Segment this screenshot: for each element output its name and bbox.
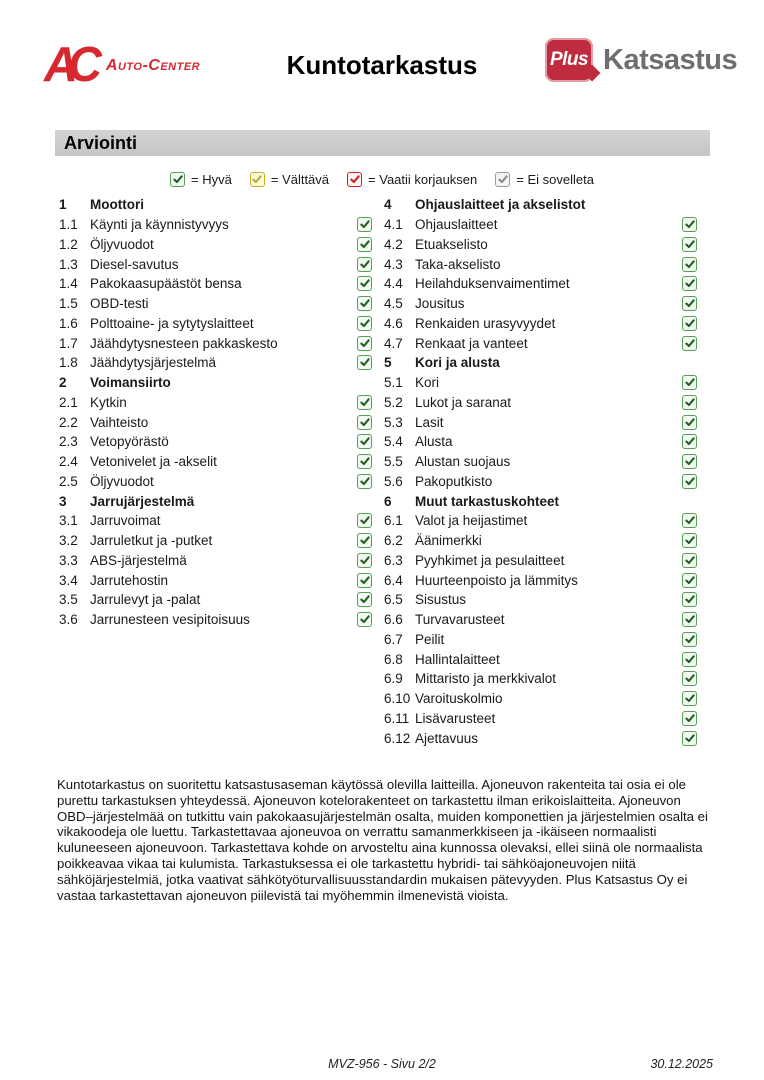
check-tick-icon: [685, 378, 695, 387]
status-checkbox-good-icon: [357, 415, 372, 430]
check-tick-icon: [360, 220, 370, 229]
legend-item-na: [495, 172, 594, 187]
item-number: 4.3: [384, 256, 403, 272]
status-checkbox-good-icon: [357, 316, 372, 331]
check-tick-icon: [685, 655, 695, 664]
legend-label: = Vaatii korjauksen: [368, 171, 478, 187]
item-label: Varoituskolmio: [415, 691, 503, 707]
status-checkbox-good-icon: [357, 434, 372, 449]
item-row: [59, 590, 372, 610]
item-number: 2.5: [59, 473, 78, 489]
item-row: [384, 314, 697, 334]
item-number: 1: [59, 197, 67, 213]
item-label: Jäähdytysnesteen pakkaskesto: [90, 335, 278, 351]
item-number: 3.2: [59, 533, 78, 549]
check-tick-icon: [252, 175, 262, 184]
item-number: 6.4: [384, 572, 403, 588]
status-checkbox-good-icon: [682, 671, 697, 686]
status-checkbox-good-icon: [682, 336, 697, 351]
status-checkbox-good-icon: [357, 612, 372, 627]
page-title: Kuntotarkastus: [286, 50, 478, 80]
check-tick-icon: [685, 576, 695, 585]
check-tick-icon: [360, 319, 370, 328]
item-number: 3.1: [59, 513, 78, 529]
legend-item-repair: [347, 172, 477, 187]
item-label: Alusta: [415, 434, 453, 450]
item-row: [384, 412, 697, 432]
status-checkbox-good-icon: [357, 217, 372, 232]
item-label: Voimansiirto: [90, 375, 171, 391]
status-checkbox-good-icon: [682, 395, 697, 410]
item-label: Etuakselisto: [415, 236, 488, 252]
item-number: 5.4: [384, 434, 403, 450]
item-label: Heilahduksenvaimentimet: [415, 276, 570, 292]
plus-logo-name: Katsastus: [603, 43, 738, 76]
item-label: Jarrujärjestelmä: [90, 493, 195, 509]
item-label: Pyyhkimet ja pesulaitteet: [415, 552, 565, 568]
status-checkbox-good-icon: [682, 474, 697, 489]
status-checkbox-good-icon: [682, 316, 697, 331]
status-checkbox-good-icon: [682, 731, 697, 746]
item-row: [59, 235, 372, 255]
item-row: [384, 472, 697, 492]
status-checkbox-good-icon: [682, 375, 697, 390]
item-number: 5.1: [384, 375, 403, 391]
item-row: [59, 472, 372, 492]
item-label: Pakoputkisto: [415, 473, 493, 489]
item-number: 3: [59, 493, 67, 509]
status-checkbox-good-icon: [682, 217, 697, 232]
item-number: 6.11: [384, 710, 410, 726]
item-number: 3.6: [59, 612, 78, 628]
status-checkbox-good-icon: [682, 415, 697, 430]
check-tick-icon: [360, 437, 370, 446]
item-label: Ajettavuus: [415, 730, 479, 746]
item-row: [384, 274, 697, 294]
status-checkbox-good-icon: [682, 454, 697, 469]
item-label: Vetopyörästö: [90, 434, 169, 450]
item-label: Jäähdytysjärjestelmä: [90, 355, 217, 371]
status-checkbox-good-icon: [682, 296, 697, 311]
status-checkbox-good-icon: [357, 573, 372, 588]
item-row: [384, 393, 697, 413]
checklist-column-left: [59, 195, 372, 630]
plus-katsastus-logo: [545, 38, 737, 82]
check-tick-icon: [685, 339, 695, 348]
status-checkbox-good-icon: [682, 257, 697, 272]
item-row: [59, 412, 372, 432]
item-label: Kytkin: [90, 394, 127, 410]
item-row: [59, 432, 372, 452]
disclaimer-text: Kuntotarkastus on suoritettu katsastusaseman käytössä olevilla laitteilla. Ajoneuvon rakenteita tai osia ei ole purettu tarkastuksen yhteydessä. Ajoneuvon kotelorakenteet on tarkastettu ilman erikoislaitteita. Ajoneuvon OBD–järjestelmää on tutkittu vain pakokaasujärjestelmän osalta, muiden komponettien ja järjestelmien osalta ei vikakoodeja ole luettu. Tarkastettavaa ajoneuvoa on verrattu samanmerkkiseen ja -ikäiseen normaalisti kuluneeseen ajoneuvoon. Tarkastettava kohde on arvosteltu aina kunnossa olevaksi, ellei siinä ole normaalista poikkeavaa vikaa tai kulumista. Tarkastuksessa ei ole tarkastettu hybridi- tai sähköajoneuvojen niitä sähköjärjestelmiä, jotka vaativat sähkötyöturvallisuusstandardin mukaisen pätevyyden. Plus Katsastus Oy ei vastaa tarkastettavan ajoneuvon piilevistä tai myöhemmin ilmenevistä vioista.: [57, 777, 708, 903]
section-row: [384, 195, 697, 215]
item-row: [384, 215, 697, 235]
status-checkbox-good-icon: [357, 395, 372, 410]
legend-label: = Hyvä: [191, 171, 232, 187]
status-checkbox-good-icon: [682, 711, 697, 726]
item-number: 4: [384, 197, 392, 213]
item-row: [59, 551, 372, 571]
item-row: [384, 649, 697, 669]
item-number: 5.5: [384, 454, 403, 470]
item-label: Öljyvuodot: [90, 473, 154, 489]
item-number: 6.6: [384, 612, 403, 628]
item-label: Renkaat ja vanteet: [415, 335, 528, 351]
item-number: 4.4: [384, 276, 403, 292]
check-tick-icon: [498, 175, 508, 184]
status-checkbox-good-icon: [357, 336, 372, 351]
item-label: Diesel-savutus: [90, 256, 179, 272]
status-checkbox-good-icon: [682, 632, 697, 647]
item-row: [384, 630, 697, 650]
item-number: 5.2: [384, 394, 403, 410]
checkbox-fair-icon: [250, 172, 265, 187]
item-number: 1.7: [59, 335, 78, 351]
item-row: [384, 590, 697, 610]
item-number: 6.7: [384, 631, 403, 647]
item-row: [384, 610, 697, 630]
item-label: Muut tarkastuskohteet: [415, 493, 560, 509]
check-tick-icon: [685, 319, 695, 328]
item-row: [384, 689, 697, 709]
item-row: [384, 551, 697, 571]
item-label: OBD-testi: [90, 296, 149, 312]
footer-page-number: MVZ-956 - Sivu 2/2: [328, 1057, 436, 1071]
check-tick-icon: [685, 694, 695, 703]
item-label: Mittaristo ja merkkivalot: [415, 671, 557, 687]
item-number: 1.2: [59, 236, 78, 252]
legend: [0, 170, 764, 188]
status-checkbox-good-icon: [357, 454, 372, 469]
item-number: 6.2: [384, 533, 403, 549]
check-tick-icon: [360, 457, 370, 466]
item-number: 4.1: [384, 217, 403, 233]
item-number: 2.3: [59, 434, 78, 450]
item-number: 1.3: [59, 256, 78, 272]
item-row: [384, 432, 697, 452]
item-row: [59, 610, 372, 630]
check-tick-icon: [360, 339, 370, 348]
item-label: Valot ja heijastimet: [415, 513, 528, 529]
status-checkbox-good-icon: [357, 355, 372, 370]
item-number: 6.1: [384, 513, 403, 529]
item-number: 3.5: [59, 592, 78, 608]
legend-label: = Ei sovelleta: [516, 171, 594, 187]
check-tick-icon: [360, 240, 370, 249]
item-number: 5: [384, 355, 392, 371]
check-tick-icon: [360, 576, 370, 585]
item-number: 6.5: [384, 592, 403, 608]
check-tick-icon: [360, 536, 370, 545]
item-number: 2.4: [59, 454, 78, 470]
status-checkbox-good-icon: [682, 592, 697, 607]
item-number: 1.4: [59, 276, 78, 292]
item-label: Jousitus: [415, 296, 465, 312]
item-label: Hallintalaitteet: [415, 651, 500, 667]
item-row: [59, 531, 372, 551]
item-label: ABS-järjestelmä: [90, 552, 187, 568]
checklist-column-right: [384, 195, 697, 748]
item-row: [59, 215, 372, 235]
check-tick-icon: [685, 516, 695, 525]
check-tick-icon: [685, 477, 695, 486]
item-row: [384, 294, 697, 314]
check-tick-icon: [360, 477, 370, 486]
item-label: Renkaiden urasyvyydet: [415, 315, 556, 331]
item-number: 4.6: [384, 315, 403, 331]
footer-date: 30.12.2025: [650, 1057, 713, 1071]
item-number: 4.7: [384, 335, 403, 351]
item-label: Taka-akselisto: [415, 256, 501, 272]
item-row: [384, 254, 697, 274]
status-checkbox-good-icon: [357, 276, 372, 291]
status-checkbox-good-icon: [682, 573, 697, 588]
status-checkbox-good-icon: [682, 533, 697, 548]
item-number: 1.5: [59, 296, 78, 312]
item-number: 6.3: [384, 552, 403, 568]
legend-item-fair: [250, 172, 329, 187]
item-number: 1.6: [59, 315, 78, 331]
check-tick-icon: [685, 279, 695, 288]
checkbox-repair-icon: [347, 172, 362, 187]
check-tick-icon: [685, 299, 695, 308]
item-row: [384, 669, 697, 689]
check-tick-icon: [350, 175, 360, 184]
item-label: Pakokaasupäästöt bensa: [90, 276, 242, 292]
item-label: Äänimerkki: [415, 533, 482, 549]
item-number: 2.2: [59, 414, 78, 430]
item-number: 6.12: [384, 730, 411, 746]
status-checkbox-good-icon: [357, 592, 372, 607]
check-tick-icon: [685, 536, 695, 545]
check-tick-icon: [685, 556, 695, 565]
item-row: [384, 333, 697, 353]
section-row: [59, 195, 372, 215]
check-tick-icon: [685, 398, 695, 407]
check-tick-icon: [360, 516, 370, 525]
section-row: [384, 353, 697, 373]
item-row: [384, 373, 697, 393]
item-number: 1.8: [59, 355, 78, 371]
item-label: Lisävarusteet: [415, 710, 496, 726]
legend-label: = Välttävä: [270, 171, 330, 187]
item-row: [59, 511, 372, 531]
item-label: Jarruletkut ja -putket: [90, 533, 213, 549]
check-tick-icon: [685, 674, 695, 683]
section-row: [384, 491, 697, 511]
section-row: [59, 373, 372, 393]
item-number: 2: [59, 375, 67, 391]
check-tick-icon: [685, 437, 695, 446]
item-label: Käynti ja käynnistyvyys: [90, 217, 229, 233]
status-checkbox-good-icon: [682, 553, 697, 568]
check-tick-icon: [685, 220, 695, 229]
plus-badge-icon: [545, 38, 593, 82]
item-row: [59, 353, 372, 373]
item-number: 3.3: [59, 552, 78, 568]
check-tick-icon: [360, 556, 370, 565]
item-label: Ohjauslaitteet: [415, 217, 498, 233]
item-label: Jarruvoimat: [90, 513, 161, 529]
item-number: 1.1: [59, 217, 78, 233]
plus-badge-text: Plus: [549, 49, 589, 70]
item-number: 6.10: [384, 691, 411, 707]
auto-center-logo-mark: AC: [44, 35, 92, 92]
item-label: Ohjauslaitteet ja akselistot: [415, 197, 586, 213]
item-number: 5.6: [384, 473, 403, 489]
item-label: Kori: [415, 375, 440, 391]
check-tick-icon: [685, 734, 695, 743]
item-label: Polttoaine- ja sytytyslaitteet: [90, 315, 254, 331]
status-checkbox-good-icon: [682, 612, 697, 627]
item-label: Lasit: [415, 414, 444, 430]
legend-item-good: [170, 172, 232, 187]
checkbox-na-icon: [495, 172, 510, 187]
check-tick-icon: [360, 418, 370, 427]
check-tick-icon: [685, 457, 695, 466]
item-number: 5.3: [384, 414, 403, 430]
item-row: [384, 452, 697, 472]
item-label: Alustan suojaus: [415, 454, 511, 470]
item-number: 3.4: [59, 572, 78, 588]
check-tick-icon: [685, 418, 695, 427]
checkbox-good-icon: [170, 172, 185, 187]
item-number: 4.5: [384, 296, 403, 312]
item-label: Peilit: [415, 631, 445, 647]
check-tick-icon: [685, 595, 695, 604]
check-tick-icon: [360, 358, 370, 367]
check-tick-icon: [685, 714, 695, 723]
item-row: [59, 393, 372, 413]
item-label: Vaihteisto: [90, 414, 149, 430]
item-number: 2.1: [59, 394, 78, 410]
item-label: Huurteenpoisto ja lämmitys: [415, 572, 578, 588]
item-label: Moottori: [90, 197, 144, 213]
item-label: Jarrulevyt ja -palat: [90, 592, 201, 608]
item-row: [384, 709, 697, 729]
item-number: 6.8: [384, 651, 403, 667]
item-number: 4.2: [384, 236, 403, 252]
status-checkbox-good-icon: [682, 691, 697, 706]
check-tick-icon: [360, 398, 370, 407]
status-checkbox-good-icon: [357, 513, 372, 528]
status-checkbox-good-icon: [357, 296, 372, 311]
item-row: [59, 570, 372, 590]
item-row: [384, 570, 697, 590]
item-row: [59, 333, 372, 353]
status-checkbox-good-icon: [682, 652, 697, 667]
status-checkbox-good-icon: [357, 553, 372, 568]
status-checkbox-good-icon: [357, 474, 372, 489]
item-label: Sisustus: [415, 592, 467, 608]
check-tick-icon: [173, 175, 183, 184]
check-tick-icon: [685, 240, 695, 249]
check-tick-icon: [685, 635, 695, 644]
section-row: [59, 491, 372, 511]
status-checkbox-good-icon: [682, 513, 697, 528]
check-tick-icon: [360, 260, 370, 269]
item-label: Kori ja alusta: [415, 355, 500, 371]
status-checkbox-good-icon: [682, 237, 697, 252]
check-tick-icon: [360, 595, 370, 604]
item-row: [59, 452, 372, 472]
check-tick-icon: [360, 615, 370, 624]
item-number: 6: [384, 493, 392, 509]
item-label: Vetonivelet ja -akselit: [90, 454, 217, 470]
assessment-section-header: Arviointi: [55, 130, 710, 156]
item-row: [59, 254, 372, 274]
item-label: Jarrutehostin: [90, 572, 169, 588]
item-label: Lukot ja saranat: [415, 394, 512, 410]
item-row: [384, 531, 697, 551]
item-number: 6.9: [384, 671, 403, 687]
item-label: Öljyvuodot: [90, 236, 154, 252]
item-row: [59, 294, 372, 314]
status-checkbox-good-icon: [357, 257, 372, 272]
auto-center-logo-name: Auto-Center: [105, 56, 201, 74]
item-row: [384, 235, 697, 255]
item-label: Turvavarusteet: [415, 612, 505, 628]
check-tick-icon: [685, 260, 695, 269]
check-tick-icon: [360, 279, 370, 288]
status-checkbox-good-icon: [682, 434, 697, 449]
item-row: [59, 314, 372, 334]
item-row: [384, 728, 697, 748]
check-tick-icon: [360, 299, 370, 308]
status-checkbox-good-icon: [357, 533, 372, 548]
status-checkbox-good-icon: [357, 237, 372, 252]
item-label: Jarrunesteen vesipitoisuus: [90, 612, 250, 628]
check-tick-icon: [685, 615, 695, 624]
status-checkbox-good-icon: [682, 276, 697, 291]
item-row: [384, 511, 697, 531]
item-row: [59, 274, 372, 294]
